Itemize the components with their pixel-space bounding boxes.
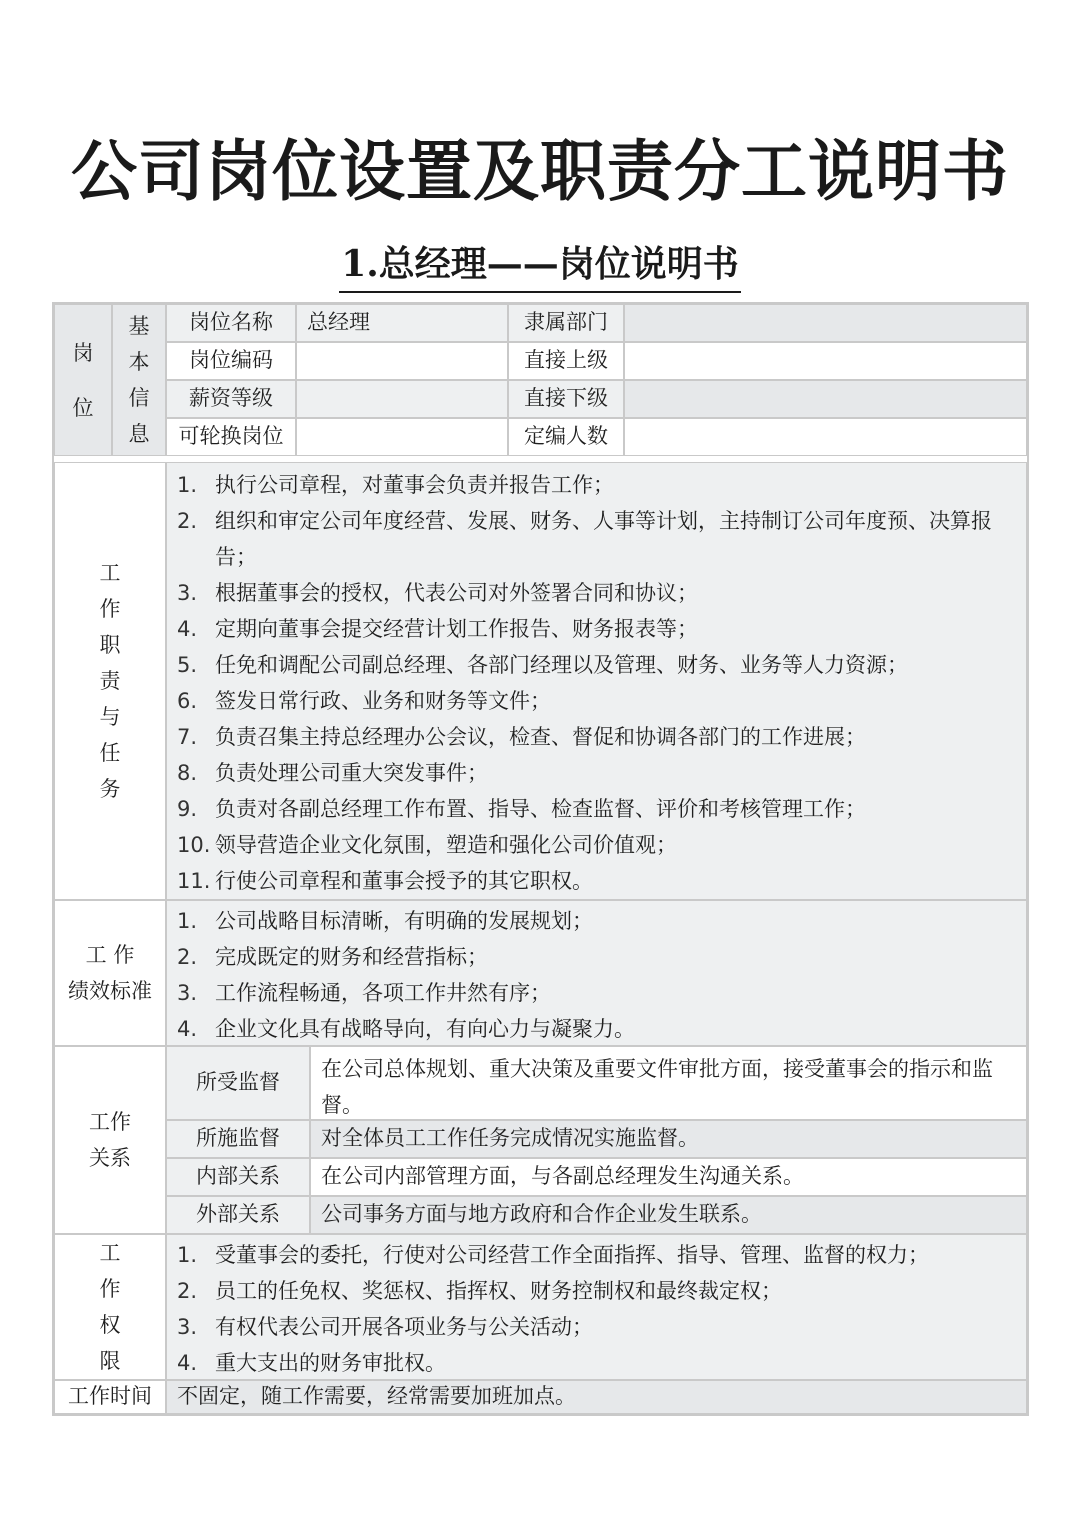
item-number: 4. (177, 617, 198, 641)
item-number: 1. (177, 909, 198, 933)
field-value[interactable] (624, 380, 1027, 418)
field-value[interactable] (296, 418, 508, 456)
field-label: 岗位名称 (166, 304, 296, 342)
list-item (171, 719, 1018, 755)
item-number: 8. (177, 761, 198, 785)
relations-label (54, 1046, 166, 1234)
list-item (171, 1011, 1018, 1047)
item-text: 任免和调配公司副总经理、各部门经理以及管理、财务、业务等人力资源； (215, 653, 908, 677)
list-item (171, 755, 1018, 791)
basic-label-char: 信 (128, 386, 150, 410)
item-text: 受董事会的委托，行使对公司经营工作全面指挥、指导、管理、监督的权力； (215, 1243, 929, 1267)
work-time-text: 不固定，随工作需要，经常需要加班加点。 (166, 1380, 1027, 1414)
item-number: 3. (177, 1315, 198, 1339)
list-item (171, 791, 1018, 827)
item-number: 4. (177, 1351, 198, 1375)
authority-label-char: 工 (99, 1241, 121, 1265)
item-number: 2. (177, 509, 198, 533)
job-description-table (52, 302, 1029, 1416)
item-text: 行使公司章程和董事会授予的其它职权。 (215, 869, 593, 893)
list-item (171, 1237, 1018, 1273)
relation-text: 在公司总体规划、重大决策及重要文件审批方面，接受董事会的指示和监督。 (310, 1046, 1027, 1120)
basic-label-char: 基 (128, 314, 150, 338)
relation-text: 对全体员工工作任务完成情况实施监督。 (310, 1120, 1027, 1158)
duties-label (54, 462, 166, 900)
side-label-char: 位 (72, 395, 94, 420)
item-text: 有权代表公司开展各项业务与公关活动； (215, 1315, 593, 1339)
section-title: 1.总经理——岗位说明书 (339, 236, 741, 293)
duties-content (166, 462, 1027, 900)
duties-label-char: 务 (99, 777, 121, 801)
item-text: 公司战略目标清晰，有明确的发展规划； (215, 909, 593, 933)
list-item (171, 503, 1018, 575)
performance-content (166, 900, 1027, 1046)
work-time-label: 工作时间 (54, 1380, 166, 1414)
duties-label-char: 任 (99, 741, 121, 765)
item-text: 负责对各副总经理工作布置、指导、检查监督、评价和考核管理工作； (215, 797, 866, 821)
item-number: 3. (177, 981, 198, 1005)
list-item (171, 1309, 1018, 1345)
list-item (171, 939, 1018, 975)
relations-label-line: 工作 (89, 1110, 131, 1134)
list-item (171, 683, 1018, 719)
item-text: 企业文化具有战略导向，有向心力与凝聚力。 (215, 1017, 635, 1041)
authority-label-char: 作 (99, 1277, 121, 1301)
authority-label (54, 1234, 166, 1380)
item-number: 2. (177, 945, 198, 969)
field-label: 薪资等级 (166, 380, 296, 418)
item-text: 组织和审定公司年度经营、发展、财务、人事等计划，主持制订公司年度预、决算报告； (215, 509, 992, 569)
item-number: 3. (177, 581, 198, 605)
list-item (171, 975, 1018, 1011)
list-item (171, 647, 1018, 683)
field-value[interactable] (624, 304, 1027, 342)
authority-label-char: 权 (99, 1313, 121, 1337)
basic-label-char: 本 (128, 350, 150, 374)
item-number: 2. (177, 1279, 198, 1303)
item-text: 重大支出的财务审批权。 (215, 1351, 446, 1375)
list-item (171, 1273, 1018, 1309)
list-item (171, 903, 1018, 939)
list-item (171, 467, 1018, 503)
item-text: 负责召集主持总经理办公会议，检查、督促和协调各部门的工作进展； (215, 725, 866, 749)
list-item (171, 1345, 1018, 1381)
item-text: 定期向董事会提交经营计划工作报告、财务报表等； (215, 617, 698, 641)
performance-label (54, 900, 166, 1046)
duties-label-char: 作 (99, 597, 121, 621)
field-value[interactable] (624, 418, 1027, 456)
duties-label-char: 职 (99, 633, 121, 657)
list-item (171, 827, 1018, 863)
relations-label-line: 关系 (89, 1146, 131, 1170)
item-number: 4. (177, 1017, 198, 1041)
item-number: 11. (177, 869, 211, 893)
item-number: 1. (177, 473, 198, 497)
relation-text: 公司事务方面与地方政府和合作企业发生联系。 (310, 1196, 1027, 1234)
item-text: 领导营造企业文化氛围，塑造和强化公司价值观； (215, 833, 677, 857)
position-side-label (54, 304, 112, 456)
field-value[interactable]: 总经理 (296, 304, 508, 342)
item-text: 执行公司章程，对董事会负责并报告工作； (215, 473, 614, 497)
list-item (171, 611, 1018, 647)
item-text: 完成既定的财务和经营指标； (215, 945, 488, 969)
field-value[interactable] (296, 380, 508, 418)
duties-label-char: 责 (99, 669, 121, 693)
field-label: 直接下级 (508, 380, 624, 418)
item-text: 工作流程畅通，各项工作井然有序； (215, 981, 551, 1005)
page-title: 公司岗位设置及职责分工说明书 (71, 133, 1009, 210)
item-number: 6. (177, 689, 198, 713)
list-item (171, 575, 1018, 611)
duties-label-char: 工 (99, 561, 121, 585)
field-label: 隶属部门 (508, 304, 624, 342)
item-number: 10. (177, 833, 211, 857)
list-item (171, 863, 1018, 899)
performance-label-line: 绩效标准 (68, 979, 152, 1003)
side-label-char: 岗 (72, 340, 94, 365)
field-label: 可轮换岗位 (166, 418, 296, 456)
performance-label-line: 工 作 (85, 943, 135, 967)
relation-text: 在公司内部管理方面，与各副总经理发生沟通关系。 (310, 1158, 1027, 1196)
duties-label-char: 与 (99, 705, 121, 729)
relation-label: 所受监督 (166, 1046, 310, 1120)
basic-label-char: 息 (128, 422, 150, 446)
authority-label-char: 限 (99, 1349, 121, 1373)
performance-list (171, 903, 1018, 1047)
item-text: 签发日常行政、业务和财务等文件； (215, 689, 551, 713)
field-value[interactable] (624, 342, 1027, 380)
basic-info-label (112, 304, 166, 456)
item-text: 负责处理公司重大突发事件； (215, 761, 488, 785)
authority-content (166, 1234, 1027, 1380)
relation-label: 外部关系 (166, 1196, 310, 1234)
field-label: 直接上级 (508, 342, 624, 380)
item-number: 9. (177, 797, 198, 821)
item-number: 7. (177, 725, 198, 749)
item-number: 5. (177, 653, 198, 677)
duties-list (171, 467, 1018, 899)
item-text: 根据董事会的授权，代表公司对外签署合同和协议； (215, 581, 698, 605)
field-label: 岗位编码 (166, 342, 296, 380)
authority-list (171, 1237, 1018, 1381)
field-value[interactable] (296, 342, 508, 380)
relation-label: 所施监督 (166, 1120, 310, 1158)
item-text: 员工的任免权、奖惩权、指挥权、财务控制权和最终裁定权； (215, 1279, 782, 1303)
item-number: 1. (177, 1243, 198, 1267)
field-label: 定编人数 (508, 418, 624, 456)
relation-label: 内部关系 (166, 1158, 310, 1196)
